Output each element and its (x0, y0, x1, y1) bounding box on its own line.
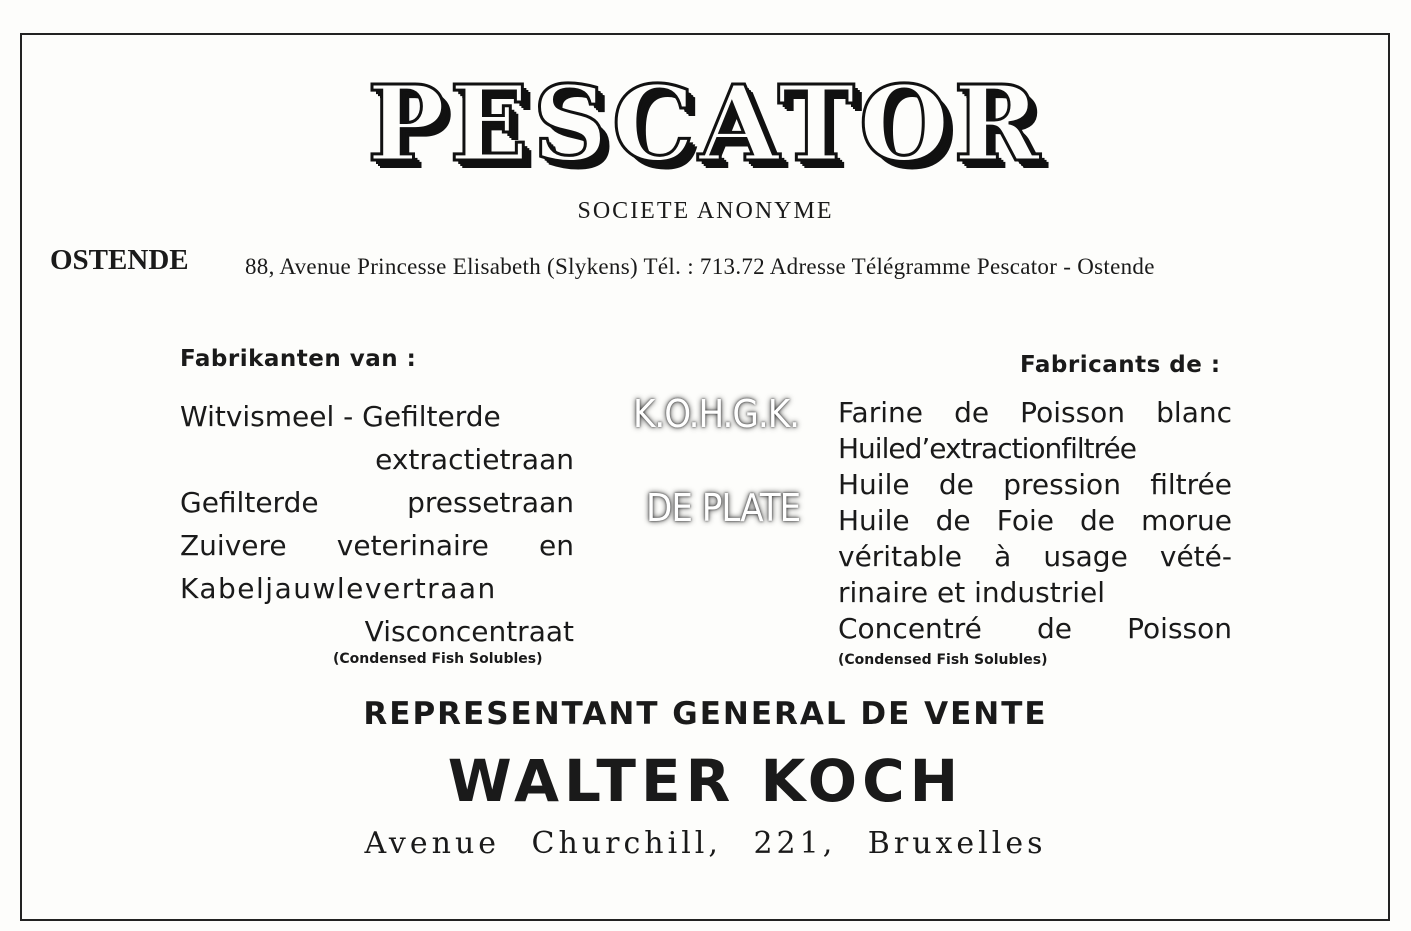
left-product-line: Zuivere veterinaire en (180, 529, 574, 562)
left-product-list (180, 395, 574, 653)
right-product-line: Huile de pression filtrée (838, 468, 1232, 501)
right-product-line: Farine de Poisson blanc (838, 396, 1232, 429)
right-heading: Fabricants de : (1020, 352, 1221, 378)
right-product-line: Huiled’extractionfiltrée (838, 432, 1136, 465)
representative-address: Avenue Churchill, 221, Bruxelles (364, 826, 1047, 861)
right-note: (Condensed Fish Solubles) (838, 652, 1048, 668)
representative-name: WALTER KOCH (447, 747, 964, 815)
left-product-line: Witvismeel - Gefilterde (180, 400, 501, 433)
right-product-line: véritable à usage vété- (838, 540, 1232, 573)
left-product-line: Kabeljauwlevertraan (180, 572, 497, 605)
right-product-line: rinaire et industriel (838, 576, 1106, 609)
left-product-line: extractietraan (375, 443, 574, 476)
left-note: (Condensed Fish Solubles) (333, 651, 543, 667)
representative-title: REPRESENTANT GENERAL DE VENTE (363, 696, 1048, 732)
watermark-line-2: DE PLATE (646, 486, 801, 530)
left-product-line: Gefilterde pressetraan (180, 486, 574, 519)
city: OSTENDE (50, 244, 189, 276)
brand-logo: PESCATOR (367, 62, 1044, 185)
company-type: SOCIETE ANONYME (577, 198, 834, 224)
right-product-line: Concentré de Poisson (838, 612, 1232, 645)
left-product-line: Visconcentraat (364, 615, 574, 648)
right-product-line: Huile de Foie de morue (838, 504, 1232, 537)
company-address: 88, Avenue Princesse Elisabeth (Slykens) Tél. : 713.72 Adresse Télégramme Pescator - Ostende (245, 254, 1155, 279)
watermark-line-1: K.O.H.G.K. (633, 392, 800, 436)
left-heading: Fabrikanten van : (180, 346, 417, 372)
right-product-list (838, 395, 1232, 647)
